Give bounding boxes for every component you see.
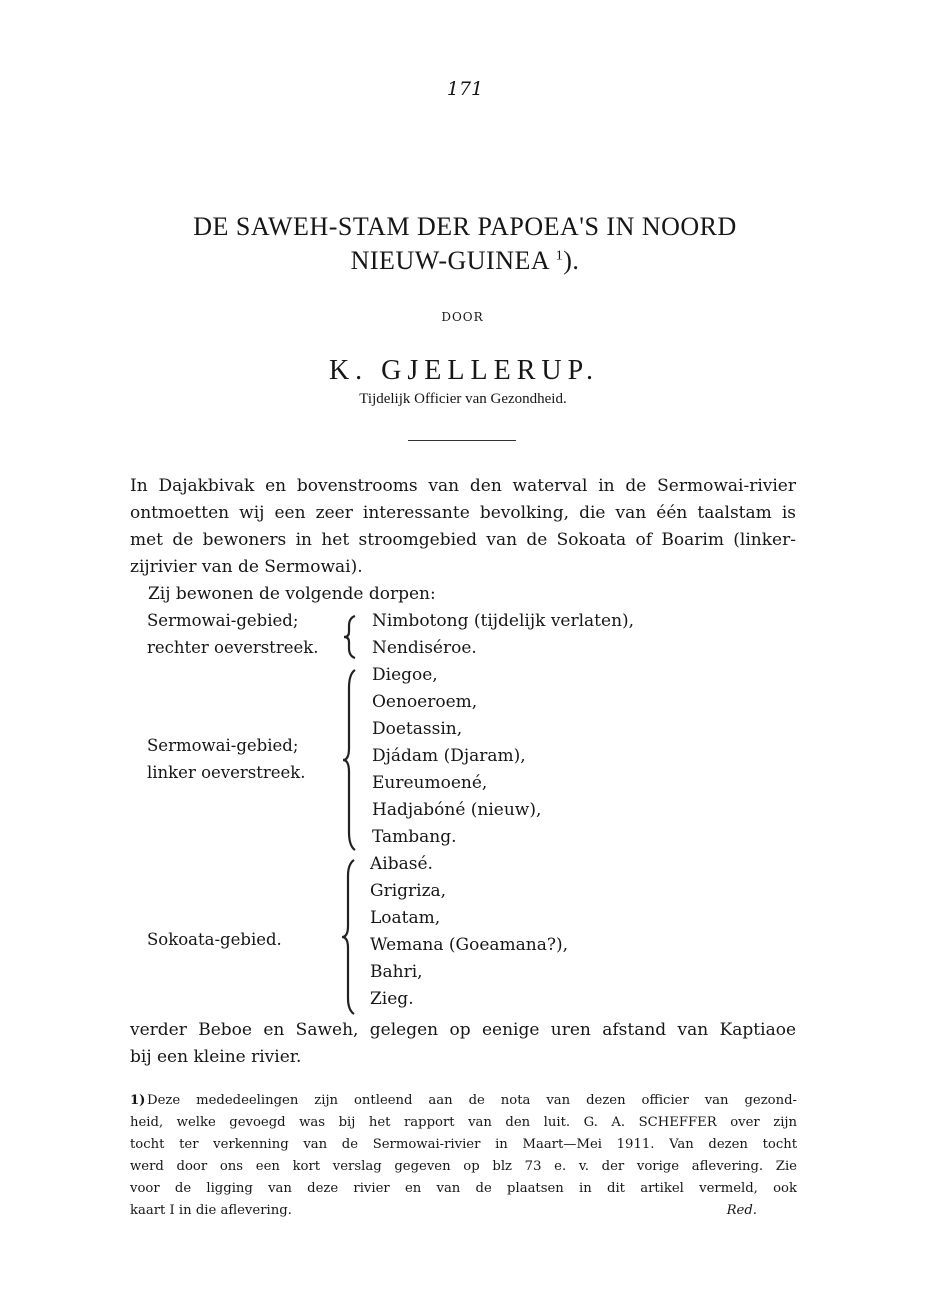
village-diegoe: Diegoe, [372, 665, 438, 685]
village-grigriza: Grigriza, [370, 881, 447, 901]
intro-line-5: Zij bewonen de volgende dorpen: [148, 584, 436, 604]
editor-signature: Red. [726, 1203, 757, 1218]
author-name: K. GJELLERUP. [328, 355, 600, 386]
footnote-line-6-text: kaart I in die aflevering. [130, 1203, 292, 1218]
brace-group-3 [340, 858, 360, 1016]
village-djadam: Djádam (Djaram), [372, 746, 526, 766]
title-footnote-mark: 1 [555, 248, 564, 264]
footnote-line-1: Deze mededeelingen zijn ontleend aan de nota van dezen officier van gezond- [147, 1093, 797, 1108]
footnote-marker: 1) [130, 1093, 146, 1108]
group-3-label: Sokoata-gebied. [147, 930, 282, 949]
village-oenoeroem: Oenoeroem, [372, 692, 478, 712]
byline: DOOR [441, 310, 484, 324]
brace-group-2 [341, 668, 361, 852]
footnote-line-6 [130, 1203, 757, 1218]
village-nimbotong: Nimbotong (tijdelijk verlaten), [372, 611, 635, 631]
village-tambang: Tambang. [372, 827, 457, 847]
footnote-line-2: heid, welke gevoegd was bij het rapport van den luit. G. A. SCHEFFER over zijn [130, 1115, 797, 1130]
intro-line-1: In Dajakbivak en bovenstrooms van den waterval in de Sermowai-rivier [130, 476, 796, 496]
brace-group-1 [343, 614, 363, 660]
footnote-line-5: voor de ligging van deze rivier en van de plaatsen in dit artikel vermeld, ook [130, 1181, 797, 1196]
intro-line-2: ontmoetten wij een zeer interessante bevolking, die van één taalstam is [130, 503, 796, 523]
group-2-label-line-2: linker oeverstreek. [147, 763, 306, 782]
group-2-label-line-1: Sermowai-gebied; [147, 736, 299, 755]
village-wemana: Wemana (Goeamana?), [370, 935, 569, 955]
village-zieg: Zieg. [370, 989, 414, 1009]
intro-line-4: zijrivier van de Sermowai). [130, 557, 363, 577]
article-title-line-1: DE SAWEH-STAM DER PAPOEA'S IN NOORD [193, 212, 737, 241]
village-nendiseroe: Nendiséroe. [372, 638, 477, 658]
village-loatam: Loatam, [370, 908, 441, 928]
page-number: 171 [446, 78, 484, 100]
village-doetassin: Doetassin, [372, 719, 463, 739]
title-line-2-text: NIEUW-GUINEA [350, 246, 549, 275]
title-line-2-tail: ). [563, 246, 580, 275]
article-title-line-2 [0, 246, 930, 276]
village-bahri: Bahri, [370, 962, 423, 982]
intro-line-3: met de bewoners in het stroomgebied van de Sokoata of Boarim (linker- [130, 530, 796, 550]
footnote-line-3: tocht ter verkenning van de Sermowai-rivier in Maart—Mei 1911. Van dezen tocht [130, 1137, 797, 1152]
village-eureumoene: Eureumoené, [372, 773, 488, 793]
group-1-label-line-1: Sermowai-gebied; [147, 611, 299, 630]
author-title: Tijdelijk Officier van Gezondheid. [359, 391, 567, 407]
group-1-label-line-2: rechter oeverstreek. [147, 638, 319, 657]
section-divider [408, 440, 516, 441]
closing-line-2: bij een kleine rivier. [130, 1047, 302, 1067]
village-hadjabone: Hadjabóné (nieuw), [372, 800, 542, 820]
footnote-line-4: werd door ons een kort verslag gegeven op blz 73 e. v. der vorige aflevering. Zie [130, 1159, 797, 1174]
village-aibase: Aibasé. [370, 854, 433, 874]
closing-line-1: verder Beboe en Saweh, gelegen op eenige uren afstand van Kaptiaoe [130, 1020, 796, 1040]
